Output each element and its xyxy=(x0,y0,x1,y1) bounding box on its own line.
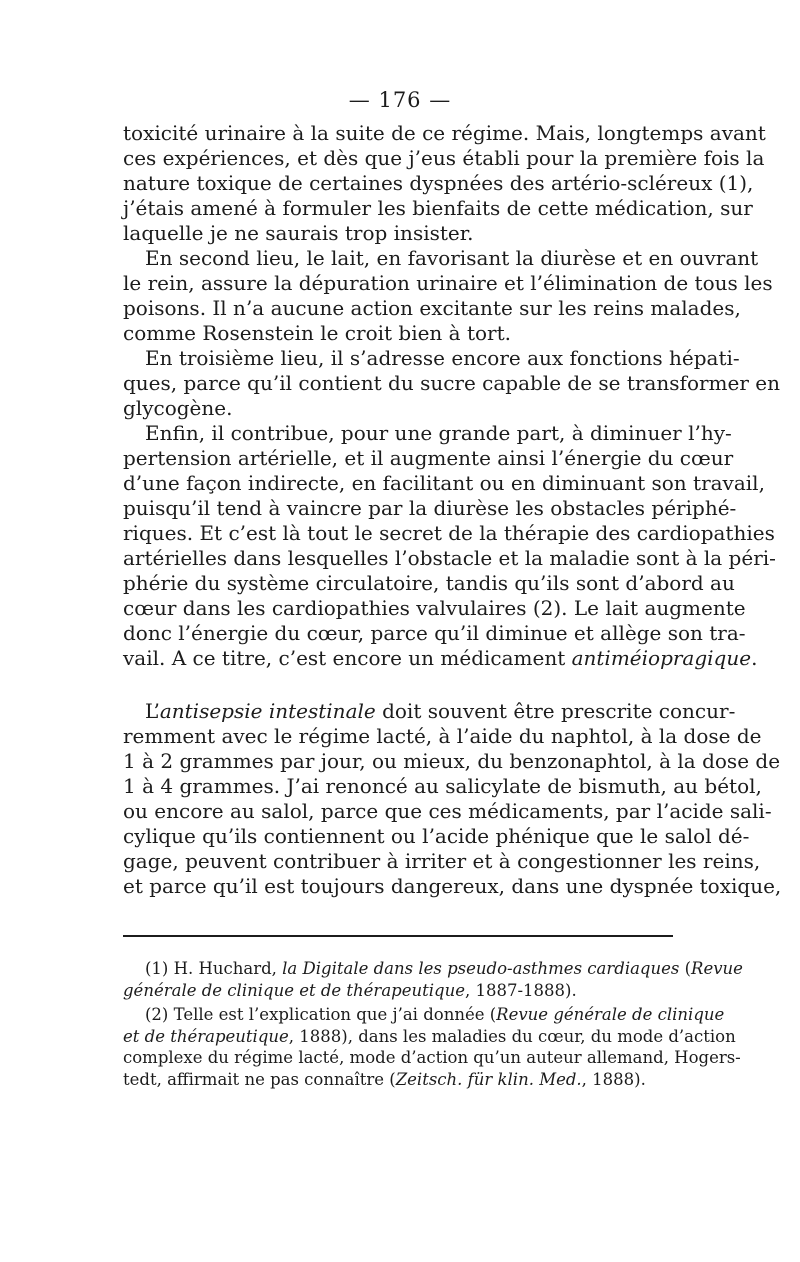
text-line: ou encore au salol, parce que ces médicaments, par l’acide sali- xyxy=(123,799,772,823)
text-line: poisons. Il n’a aucune action excitante sur les reins malades, xyxy=(123,296,741,320)
text-run: , 1887-1888). xyxy=(464,980,577,1000)
text-line: phérie du système circulatoire, tandis qu’ils sont d’abord au xyxy=(123,571,735,595)
footnote-line xyxy=(123,958,743,980)
text-run: doit souvent être prescrite concur- xyxy=(375,699,736,723)
text-run: , 1888). xyxy=(581,1069,646,1089)
text-line: artérielles dans lesquelles l’obstacle et la maladie sont à la péri- xyxy=(123,546,776,570)
text-line: Enfin, il contribue, pour une grande part, à diminuer l’hy- xyxy=(145,421,732,445)
text-line: d’une façon indirecte, en facilitant ou en diminuant son travail, xyxy=(123,471,765,495)
text-line xyxy=(123,646,758,671)
text-line: comme Rosenstein le croit bien à tort. xyxy=(123,321,511,345)
text-line: En troisième lieu, il s’adresse encore aux fonctions hépati- xyxy=(145,346,740,370)
text-line: gage, peuvent contribuer à irriter et à congestionner les reins, xyxy=(123,849,761,873)
text-line: 1 à 4 grammes. J’ai renoncé au salicylate de bismuth, au bétol, xyxy=(123,774,762,798)
text-run: L’ xyxy=(145,699,160,723)
footnotes xyxy=(123,958,743,1090)
text-line: ques, parce qu’il contient du sucre capable de se transformer en xyxy=(123,371,780,395)
text-run: vail. A ce titre, c’est encore un médicament xyxy=(123,646,572,670)
footnote-line xyxy=(123,1026,736,1048)
text-run: (2) Telle est l’explication que j’ai donnée ( xyxy=(145,1005,497,1024)
main-text xyxy=(123,121,782,899)
footnote-line xyxy=(123,980,677,1002)
text-line: riques. Et c’est là tout le secret de la thérapie des cardiopathies xyxy=(123,521,775,545)
text-line: le rein, assure la dépuration urinaire et l’élimination de tous les xyxy=(123,271,773,295)
italic-title: la Digitale dans les pseudo-asthmes cardiaques xyxy=(282,959,680,978)
text-run: . xyxy=(751,646,758,670)
text-run: tedt, affirmait ne pas connaître ( xyxy=(123,1069,396,1089)
footnote-line: complexe du régime lacté, mode d’action qu’un auteur allemand, Hogers- xyxy=(123,1048,741,1067)
italic-title: Revue xyxy=(691,959,743,978)
text-line: puisqu’il tend à vaincre par la diurèse les obstacles périphé- xyxy=(123,496,737,520)
text-line: ces expériences, et dès que j’eus établi pour la première fois la xyxy=(123,146,765,170)
text-line: 1 à 2 grammes par jour, ou mieux, du benzonaphtol, à la dose de xyxy=(123,749,781,773)
text-line: et parce qu’il est toujours dangereux, dans une dyspnée toxique, xyxy=(123,874,782,898)
text-line: cylique qu’ils contiennent ou l’acide phénique que le salol dé- xyxy=(123,824,750,848)
text-line: glycogène. xyxy=(123,396,233,420)
italic-term: antiméiopragique xyxy=(571,646,752,670)
text-line: laquelle je ne saurais trop insister. xyxy=(123,221,474,245)
footnote-line xyxy=(123,1004,725,1026)
text-line: remment avec le régime lacté, à l’aide du naphtol, à la dose de xyxy=(123,724,762,748)
text-line: nature toxique de certaines dyspnées des artério-scléreux (1), xyxy=(123,171,754,195)
italic-title: et de thérapeutique xyxy=(123,1026,289,1046)
italic-term: antisepsie intestinale xyxy=(159,699,376,723)
text-run: (1) H. Huchard, xyxy=(145,959,283,978)
text-line: j’étais amené à formuler les bienfaits de cette médication, sur xyxy=(123,196,753,220)
footnote-line xyxy=(123,1069,677,1091)
text-line: cœur dans les cardiopathies valvulaires (2). Le lait augmente xyxy=(123,596,746,620)
text-line: toxicité urinaire à la suite de ce régime. Mais, longtemps avant xyxy=(123,121,766,145)
text-line: En second lieu, le lait, en favorisant la diurèse et en ouvrant xyxy=(145,246,759,270)
footnote-divider xyxy=(123,935,673,937)
text-run: , 1888), dans les maladies du cœur, du mode d’action xyxy=(288,1026,736,1046)
text-run: ( xyxy=(679,959,692,978)
italic-title: générale de clinique et de thérapeutique xyxy=(123,980,465,1000)
italic-title: Zeitsch. für klin. Med. xyxy=(395,1069,582,1089)
page-number: — 176 — xyxy=(348,88,452,112)
text-line xyxy=(123,699,736,724)
text-line: pertension artérielle, et il augmente ainsi l’énergie du cœur xyxy=(123,446,734,470)
text-line: donc l’énergie du cœur, parce qu’il diminue et allège son tra- xyxy=(123,621,746,645)
italic-title: Revue générale de clinique xyxy=(496,1005,725,1024)
